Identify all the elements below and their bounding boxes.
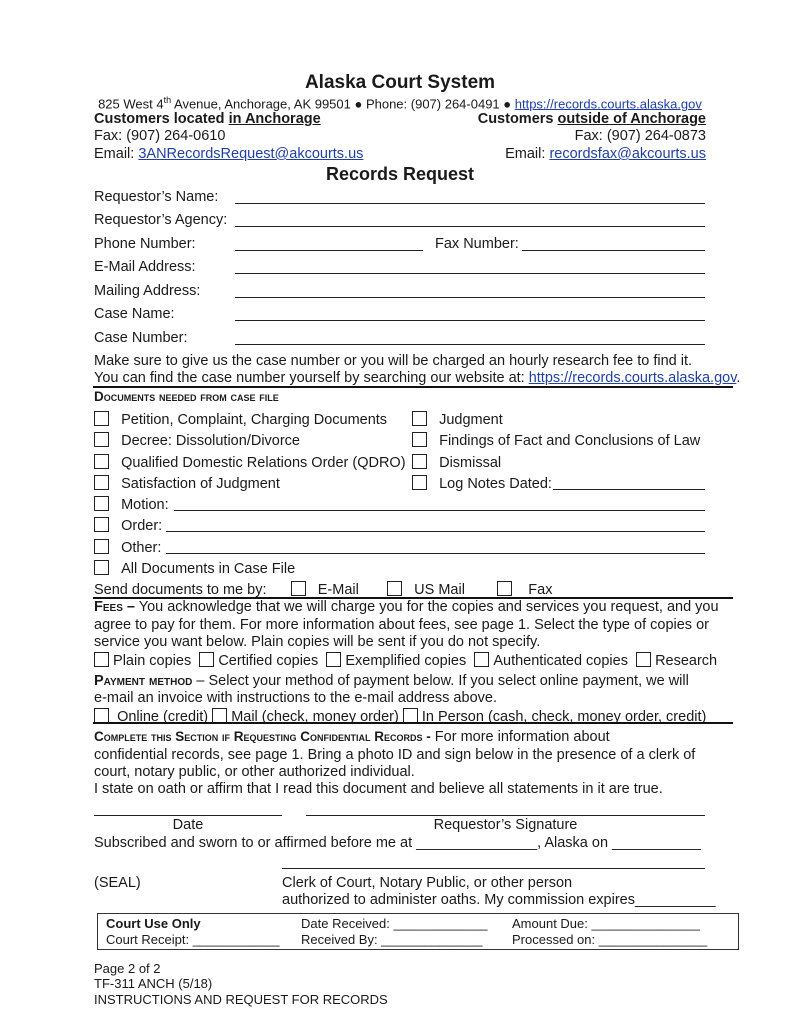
address-phone: Avenue, Anchorage, AK 99501 ● Phone: (907) 264-0491 ● (171, 96, 515, 112)
outside-anchorage-heading: Customers outside of Anchorage (477, 111, 706, 127)
payment-heading: Payment method (94, 673, 193, 689)
requestor-signature-label: Requestor’s Signature (433, 817, 578, 833)
subscribed-sworn-line: Subscribed and sworn to or affirmed before me at _______________, Alaska on ___________ (94, 835, 701, 851)
checkbox[interactable] (94, 496, 109, 511)
checkbox[interactable] (412, 454, 427, 469)
search-website-link[interactable]: https://records.courts.alaska.gov (528, 370, 737, 386)
copy-type-options: Plain copies Certified copies Exemplified copies Authenticated copies Research (94, 652, 717, 669)
online-credit-checkbox[interactable] (94, 708, 109, 723)
order-input-line[interactable] (166, 531, 705, 532)
case-number-input-line[interactable] (235, 344, 705, 345)
section-divider (93, 386, 733, 388)
requestor-name-label: Requestor’s Name: (94, 189, 219, 205)
doc-qdro-option[interactable]: Qualified Domestic Relations Order (QDRO) (94, 454, 406, 471)
send-fax-checkbox[interactable] (497, 581, 512, 596)
doc-satisfaction-option[interactable]: Satisfaction of Judgment (94, 475, 280, 492)
clerk-label-1: Clerk of Court, Notary Public, or other person (282, 875, 573, 891)
requestor-agency-input-line[interactable] (235, 226, 705, 227)
doc-decree-option[interactable]: Decree: Dissolution/Divorce (94, 432, 300, 449)
amount-due: Amount Due: _______________ (512, 916, 700, 931)
page-number: Page 2 of 2 (94, 961, 161, 976)
fees-line-1: Fees – You acknowledge that we will charge you for the copies and services you request, and you (94, 599, 719, 615)
mailing-address-input-line[interactable] (235, 297, 705, 298)
research-checkbox[interactable] (636, 652, 651, 667)
form-number: TF-311 ANCH (5/18) (94, 976, 213, 991)
exemplified-copies-checkbox[interactable] (326, 652, 341, 667)
date-signature-line[interactable] (94, 815, 282, 816)
outside-email: Email: recordsfax@akcourts.us (505, 146, 706, 162)
fees-line-3: service you want below. Plain copies will be sent if you do not specify. (94, 634, 541, 650)
section-divider (93, 722, 733, 724)
doc-all-option[interactable]: All Documents in Case File (94, 560, 295, 577)
log-notes-date-line[interactable] (553, 489, 705, 490)
seal-label: (SEAL) (94, 875, 141, 891)
mail-payment-checkbox[interactable] (212, 708, 227, 723)
confidential-line-3: court, notary public, or other authorized individual. (94, 764, 415, 780)
doc-judgment-option[interactable]: Judgment (412, 411, 503, 428)
checkbox[interactable] (94, 411, 109, 426)
plain-copies-checkbox[interactable] (94, 652, 109, 667)
mailing-address-label: Mailing Address: (94, 283, 201, 299)
email-input-line[interactable] (235, 273, 705, 274)
checkbox[interactable] (94, 517, 109, 532)
address-ordinal: th (163, 95, 172, 105)
confidential-line-1: Complete this Section if Requesting Confidential Records - For more information about (94, 729, 610, 745)
checkbox[interactable] (412, 475, 427, 490)
checkbox[interactable] (94, 454, 109, 469)
case-name-label: Case Name: (94, 306, 175, 322)
confidential-heading: Complete this Section if Requesting Confidential Records - (94, 729, 431, 744)
other-input-line[interactable] (166, 553, 705, 554)
requestor-agency-label: Requestor’s Agency: (94, 212, 228, 228)
oath-statement: I state on oath or affirm that I read this document and believe all statements in it are true. (94, 781, 663, 797)
checkbox[interactable] (94, 475, 109, 490)
website-link[interactable]: https://records.courts.alaska.gov (514, 96, 702, 112)
date-received: Date Received: _____________ (301, 916, 488, 931)
clerk-signature-line[interactable] (282, 868, 705, 869)
case-number-label: Case Number: (94, 330, 188, 346)
inside-fax: Fax: (907) 264-0610 (94, 128, 226, 144)
court-receipt: Court Receipt: ____________ (106, 932, 280, 947)
doc-order-option[interactable]: Order: (94, 517, 162, 534)
documents-heading: Documents needed from case file (94, 389, 279, 404)
checkbox[interactable] (94, 539, 109, 554)
checkbox[interactable] (94, 560, 109, 575)
confidential-line-2: confidential records, see page 1. Bring a photo ID and sign below in the presence of a clerk of (94, 747, 696, 763)
doc-findings-option[interactable]: Findings of Fact and Conclusions of Law (412, 432, 700, 449)
outside-email-link[interactable]: recordsfax@akcourts.us (549, 146, 706, 162)
fees-heading: Fees – (94, 599, 135, 615)
doc-motion-option[interactable]: Motion: (94, 496, 169, 513)
requestor-name-input-line[interactable] (235, 203, 705, 204)
form-name: INSTRUCTIONS AND REQUEST FOR RECORDS (94, 992, 388, 1007)
address-line (0, 95, 800, 111)
doc-log-notes-option[interactable]: Log Notes Dated: (412, 475, 552, 492)
case-number-notice: Make sure to give us the case number or you will be charged an hourly research fee to find it. (94, 353, 693, 369)
motion-input-line[interactable] (174, 510, 705, 511)
doc-other-option[interactable]: Other: (94, 539, 161, 556)
send-documents-row: Send documents to me by: E-Mail US Mail Fax (94, 582, 553, 598)
processed-on: Processed on: _______________ (512, 932, 708, 947)
fees-line-2: agree to pay for them. For more information about fees, see page 1. Select the type of copies or (94, 617, 709, 633)
court-use-title: Court Use Only (106, 916, 201, 931)
payment-options: Online (credit) Mail (check, money order) In Person (cash, check, money order, credit) (94, 708, 706, 725)
certified-copies-checkbox[interactable] (199, 652, 214, 667)
fax-input-line[interactable] (522, 250, 705, 251)
checkbox[interactable] (94, 432, 109, 447)
authenticated-copies-checkbox[interactable] (474, 652, 489, 667)
inside-email: Email: 3ANRecordsRequest@akcourts.us (94, 146, 364, 162)
doc-dismissal-option[interactable]: Dismissal (412, 454, 501, 471)
checkbox[interactable] (412, 411, 427, 426)
send-usmail-checkbox[interactable] (387, 581, 402, 596)
fax-label: Fax Number: (435, 236, 519, 252)
date-label: Date (172, 817, 204, 833)
payment-line-1: Payment method – Select your method of payment below. If you select online payment, we will (94, 673, 689, 689)
phone-label: Phone Number: (94, 236, 196, 252)
email-label: E-Mail Address: (94, 259, 196, 275)
requestor-signature-line[interactable] (306, 815, 705, 816)
send-email-checkbox[interactable] (291, 581, 306, 596)
case-name-input-line[interactable] (235, 320, 705, 321)
address-street: 825 West 4 (98, 96, 164, 112)
received-by: Received By: ______________ (301, 932, 483, 947)
court-use-box (97, 913, 739, 950)
clerk-label-2: authorized to administer oaths. My commission expires__________ (282, 892, 716, 908)
court-system-title: Alaska Court System (304, 72, 496, 93)
phone-input-line[interactable] (235, 250, 423, 251)
payment-line-2: e-mail an invoice with instructions to the e-mail address above. (94, 690, 497, 706)
case-number-search-notice: You can find the case number yourself by searching our website at: https://records.courts.alaska.gov. (94, 370, 741, 386)
checkbox[interactable] (412, 432, 427, 447)
doc-petition-option[interactable]: Petition, Complaint, Charging Documents (94, 411, 387, 428)
inside-anchorage-heading: Customers located in Anchorage (94, 111, 321, 127)
in-person-payment-checkbox[interactable] (403, 708, 418, 723)
form-title: Records Request (325, 164, 475, 184)
inside-email-link[interactable]: 3ANRecordsRequest@akcourts.us (138, 146, 364, 162)
outside-fax: Fax: (907) 264-0873 (574, 128, 706, 144)
